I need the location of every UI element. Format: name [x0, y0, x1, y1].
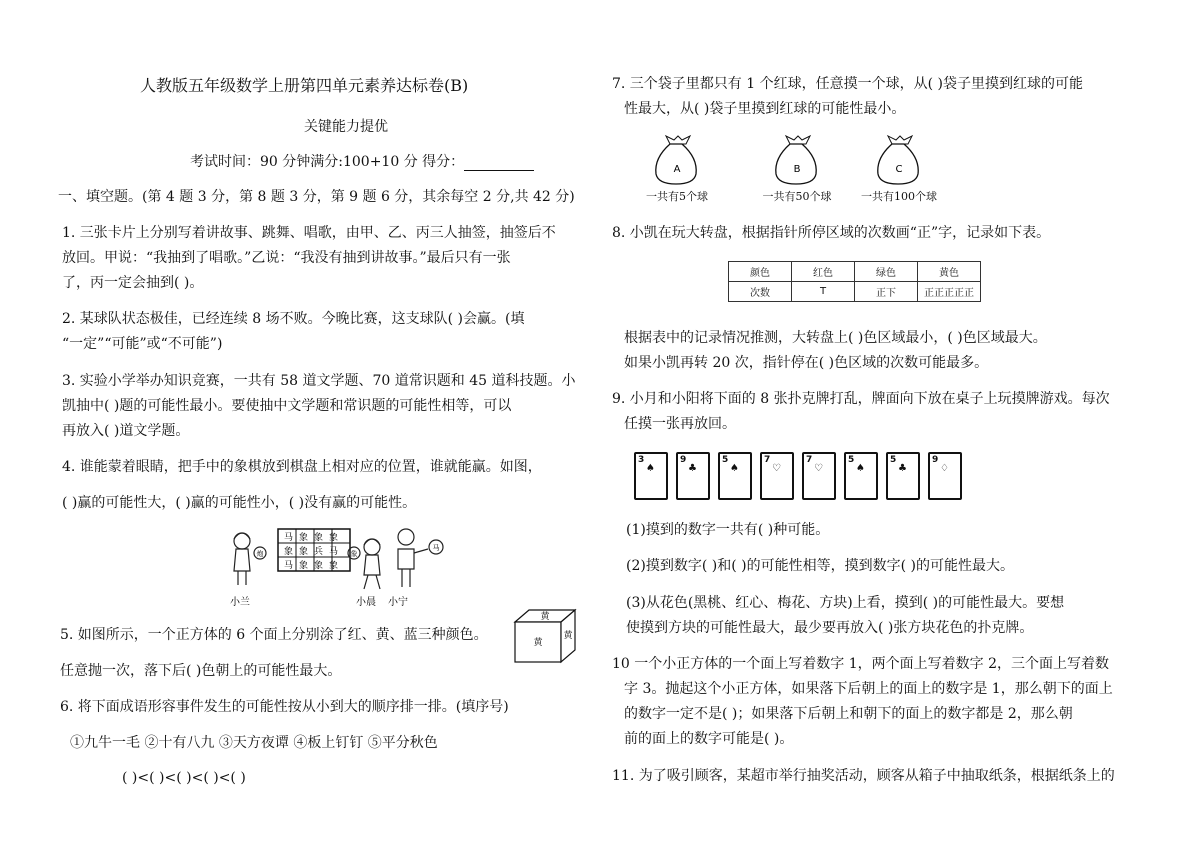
q10-line3: 的数字一定不是( )；如果落下后朝上和朝下的面上的数字都是 2，那么朝	[624, 706, 1073, 722]
playing-card: 5 ♣	[886, 452, 920, 500]
playing-card: 9 ♣	[676, 452, 710, 500]
bag-b-icon	[772, 134, 822, 186]
q3-line2: 凯抽中( )题的可能性最小。要使抽中文学题和常识题的可能性相等，可以	[62, 398, 512, 414]
q5-line1: 5. 如图所示，一个正方体的 6 个面上分别涂了红、黄、蓝三种颜色。	[60, 627, 488, 643]
q9-part2: (2)摸到数字( )和( )的可能性相等，摸到数字( )的可能性最大。	[626, 558, 1014, 574]
q10-line2: 字 3。抛起这个小正方体，如果落下后朝上的面上的数字是 1，那么朝下的面上	[624, 681, 1113, 697]
q6-idioms: ①九牛一毛 ②十有八九 ③天方夜谭 ④板上钉钉 ⑤平分秋色	[70, 735, 438, 751]
board-row-1: 马象象象	[283, 533, 345, 543]
table-cell: 绿色	[855, 262, 918, 282]
bag-a-icon	[652, 134, 702, 186]
playing-card: 3 ♠	[634, 452, 668, 500]
page-subtitle: 关键能力提优	[304, 119, 388, 135]
chip-mid-text: 象	[350, 550, 358, 558]
q1-line3: 了，丙一定会抽到( )。	[62, 275, 204, 291]
q9-line1: 9. 小月和小阳将下面的 8 张扑克牌打乱，牌面向下放在桌子上玩摸牌游戏。每次	[612, 391, 1110, 407]
playing-card: 9 ♢	[928, 452, 962, 500]
playing-card: 7 ♡	[802, 452, 836, 500]
cube-side-label: 黄	[563, 631, 573, 641]
table-cell: T	[792, 282, 855, 302]
chip-right-text: 马	[432, 544, 440, 552]
q9-part1: (1)摸到的数字一共有( )种可能。	[626, 522, 830, 538]
q8-line3: 如果小凯再转 20 次，指针停在( )色区域的次数可能最多。	[624, 355, 989, 371]
section-heading: 一、填空题。(第 4 题 3 分，第 8 题 3 分，第 9 题 6 分，其余每空 2 分,共 42 分)	[58, 189, 575, 205]
cube-front-label: 黄	[533, 638, 543, 648]
bag-b-label: B	[793, 164, 801, 175]
table-cell: 正正正正正	[918, 282, 981, 302]
table-cell: 次数	[729, 282, 792, 302]
girl-left-figure	[234, 533, 266, 585]
name-xiaolan: 小兰	[230, 597, 250, 608]
exam-info-text: 考试时间：90 分钟满分:100+10 分 得分：	[190, 154, 465, 170]
bag-c-caption: 一共有100个球	[861, 190, 937, 203]
girl-middle-figure	[348, 539, 380, 589]
table-cell: 正下	[855, 282, 918, 302]
q9-part3-line1: (3)从花色(黑桃、红心、梅花、方块)上看，摸到( )的可能性最大。要想	[626, 595, 1065, 611]
score-blank	[464, 156, 534, 171]
q3-line3: 再放入( )道文学题。	[62, 423, 190, 439]
q9-part3-line2: 使摸到方块的可能性最大，最少要再放入( )张方块花色的扑克牌。	[626, 620, 1034, 636]
cube-top-label: 黄	[540, 612, 550, 622]
q8-line2: 根据表中的记录情况推测，大转盘上( )色区域最小，( )色区域最大。	[624, 330, 1047, 346]
q2-line2: “一定”“可能”或“不可能”)	[62, 336, 223, 352]
bag-a	[632, 134, 712, 214]
table-row	[729, 262, 981, 282]
bag-c-label: C	[895, 164, 903, 175]
q8-line1: 8. 小凯在玩大转盘，根据指针所停区域的次数画“正”字，记录如下表。	[612, 225, 1051, 241]
chip-left-text: 炮	[256, 550, 264, 558]
bag-c	[854, 134, 937, 214]
q10-line1: 10 一个小正方体的一个面上写着数字 1，两个面上写着数字 2，三个面上写着数	[612, 656, 1109, 672]
playing-card: 5 ♠	[844, 452, 878, 500]
q2-line1: 2. 某球队状态极佳，已经连续 8 场不败。今晚比赛，这支球队( )会赢。(填	[62, 311, 525, 327]
q5-cube-figure	[513, 608, 579, 664]
exam-info	[190, 153, 534, 171]
q3-line1: 3. 实验小学举办知识竞赛，一共有 58 道文学题、70 道常识题和 45 道科技题。小	[62, 373, 576, 389]
q4-line1: 4. 谁能蒙着眼睛，把手中的象棋放到棋盘上相对应的位置，谁就能赢。如图，	[62, 459, 542, 475]
page-title: 人教版五年级数学上册第四单元素养达标卷(B)	[140, 76, 469, 95]
q4-line2: ( )赢的可能性大，( )赢的可能性小，( )没有赢的可能性。	[62, 495, 417, 511]
q6-line1: 6. 将下面成语形容事件发生的可能性按从小到大的顺序排一排。(填序号)	[60, 699, 509, 715]
q11-line1: 11. 为了吸引顾客，某超市举行抽奖活动，顾客从箱子中抽取纸条，根据纸条上的	[612, 768, 1115, 784]
q7-line2: 性最大，从( )袋子里摸到红球的可能性最小。	[624, 101, 906, 117]
q4-chess-figure	[226, 527, 476, 609]
q9-line2: 任摸一张再放回。	[624, 416, 736, 432]
board-row-2: 象象兵马	[283, 547, 345, 557]
q6-answer-blanks: ( )<( )<( )<( )<( )	[122, 770, 246, 786]
q7-line1: 7. 三个袋子里都只有 1 个红球，任意摸一个球，从( )袋子里摸到红球的可能	[612, 76, 1083, 92]
table-cell: 红色	[792, 262, 855, 282]
q1-line2: 放回。甲说：“我抽到了唱歌。”乙说：“我没有抽到讲故事。”最后只有一张	[62, 250, 511, 266]
boy-right-figure	[398, 529, 443, 587]
q1-line1: 1. 三张卡片上分别写着讲故事、跳舞、唱歌，由甲、乙、丙三人抽签，抽签后不	[62, 225, 556, 241]
q10-line4: 前的面上的数字可能是( )。	[624, 731, 794, 747]
bag-b-caption: 一共有50个球	[762, 190, 832, 203]
table-cell: 颜色	[729, 262, 792, 282]
playing-card: 5 ♠	[718, 452, 752, 500]
board-row-3: 马象象象	[283, 561, 345, 571]
bag-c-icon	[874, 134, 924, 186]
playing-card: 7 ♡	[760, 452, 794, 500]
q9-card-row	[634, 452, 962, 500]
bag-a-label: A	[673, 164, 681, 175]
bag-a-caption: 一共有5个球	[646, 190, 708, 203]
name-xiaochen: 小晨	[356, 597, 376, 608]
table-cell: 黄色	[918, 262, 981, 282]
q8-record-table	[728, 261, 981, 302]
table-row	[729, 282, 981, 302]
bag-b	[752, 134, 832, 214]
q5-line2: 任意抛一次，落下后( )色朝上的可能性最大。	[60, 663, 342, 679]
name-xiaoning: 小宁	[388, 597, 408, 608]
